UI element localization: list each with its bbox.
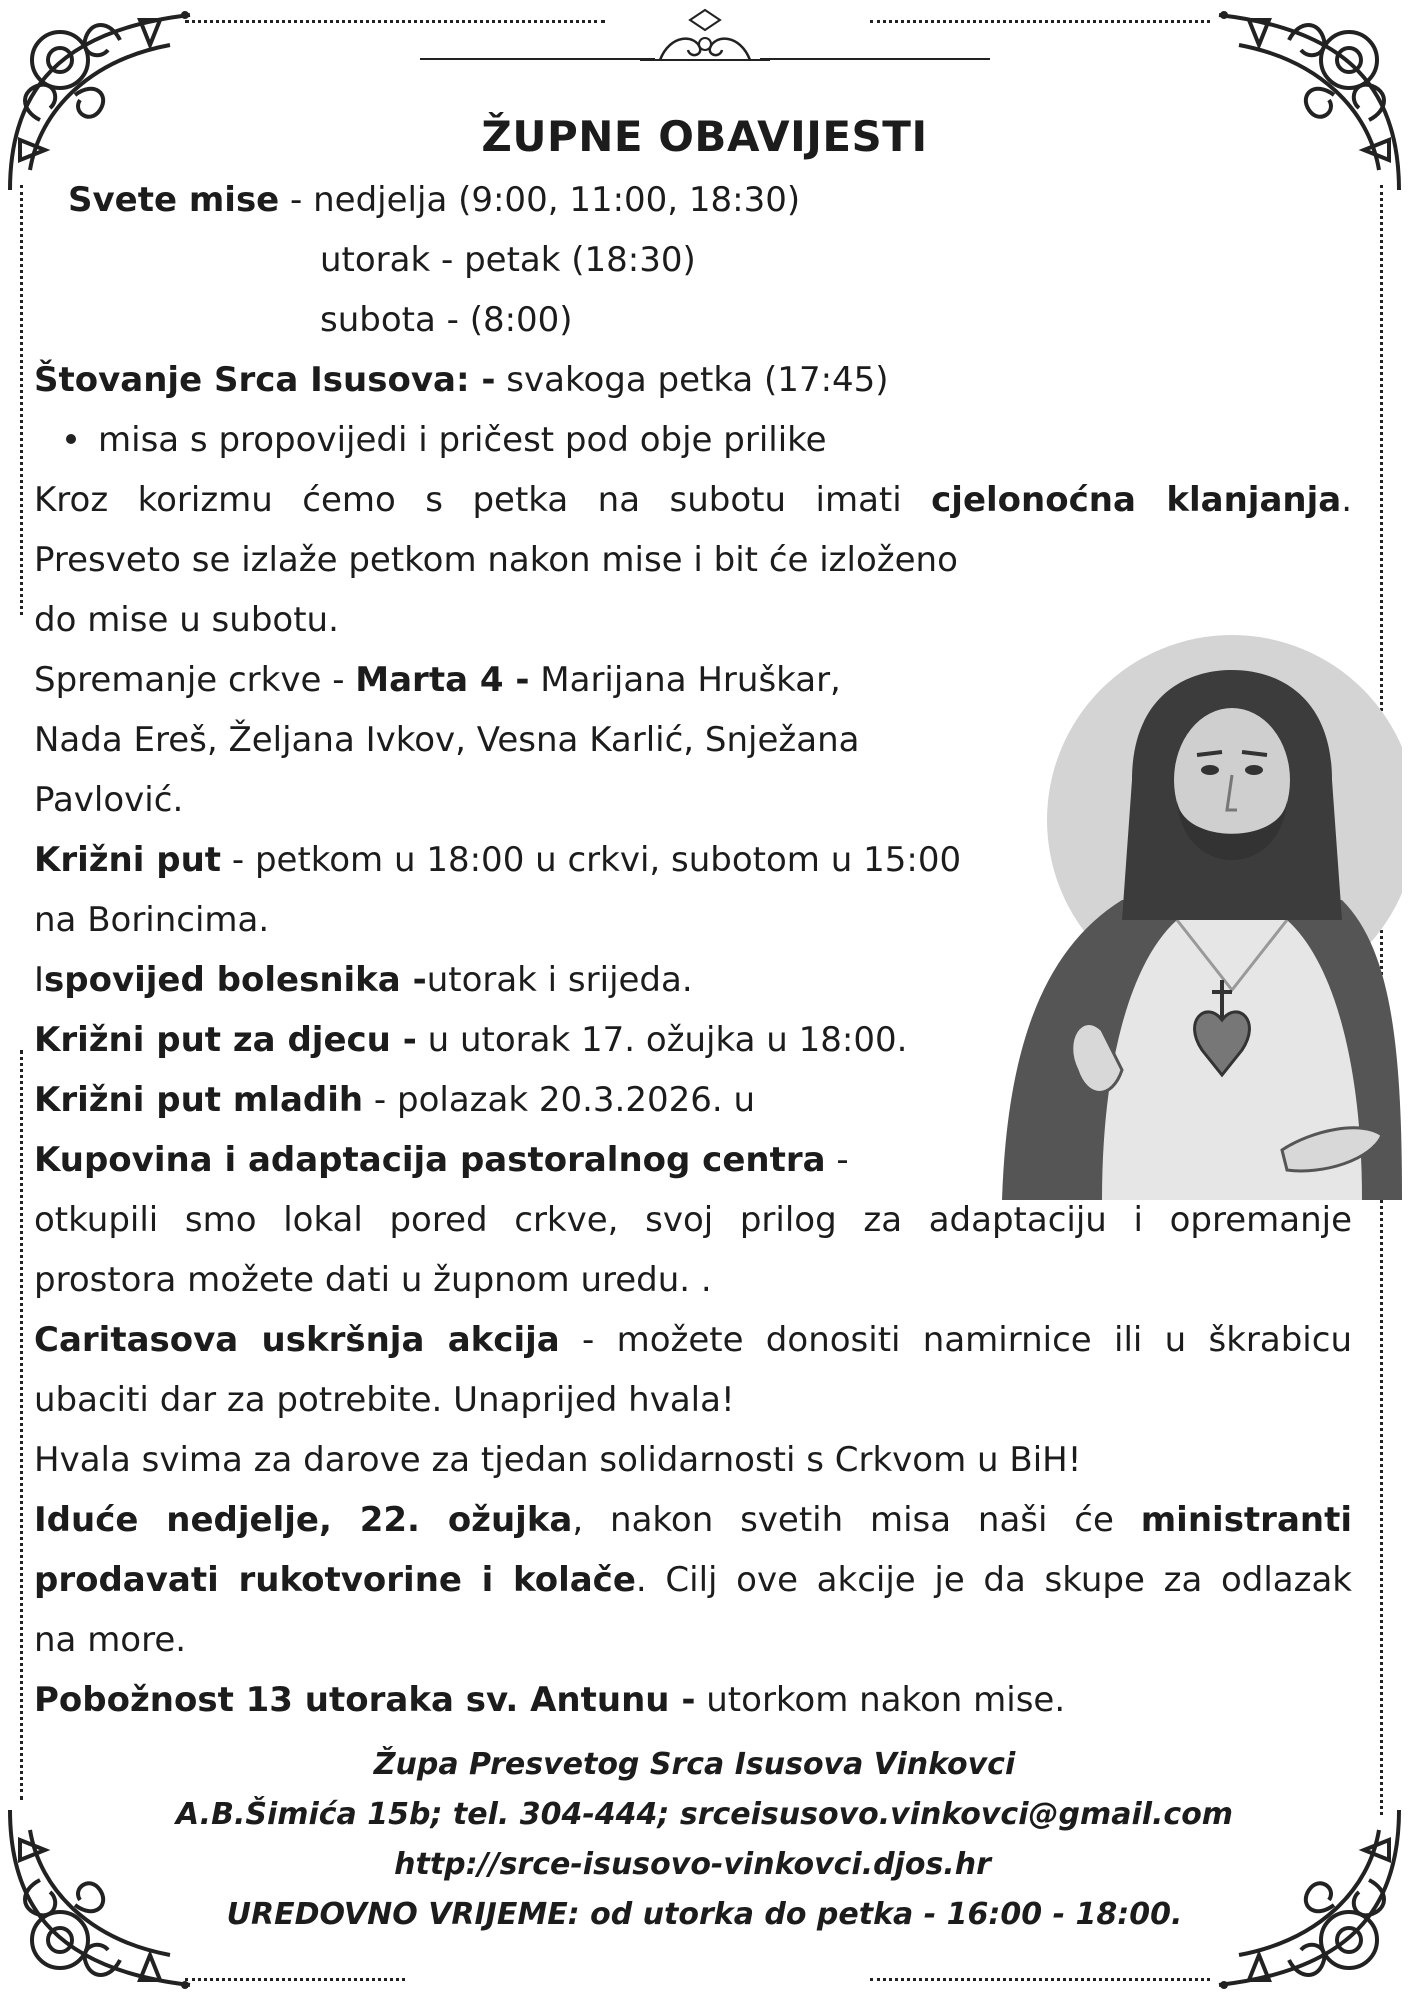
pastoral-text: - (825, 1140, 849, 1180)
cleaning-line-2: Nada Ereš, Željana Ivkov, Vesna Karlić, Snježana (34, 720, 860, 760)
cleaning-line-3: Pavlović. (34, 780, 184, 820)
youth-way-line (34, 1080, 755, 1120)
adoration-text-post: . (1341, 480, 1352, 520)
next-sunday-bold-2: ministranti (1140, 1500, 1353, 1540)
way-of-cross-line-2: na Borincima. (34, 900, 270, 940)
footer-contact: A.B.Šimića 15b; tel. 304-444; srceisusovo.vinkovci@gmail.com (175, 1797, 1234, 1832)
next-sunday-line-3: na more. (34, 1620, 187, 1660)
adoration-bold: cjelonoćna klanjanja (931, 480, 1342, 520)
thanks-line: Hvala svima za darove za tjedan solidarnosti s Crkvom u BiH! (34, 1440, 1082, 1480)
pastoral-line-2: otkupili smo lokal pored crkve, svoj prilog za adaptaciju i opremanje (34, 1200, 1352, 1240)
adoration-line-2: Presveto se izlaže petkom nakon mise i bit će izloženo (34, 540, 958, 580)
cleaning-line-1 (34, 660, 841, 700)
cleaning-post: Marijana Hruškar, (529, 660, 841, 700)
confession-line (34, 960, 693, 1000)
youth-way-text: - polazak 20.3.2026. u (363, 1080, 756, 1120)
adoration-line-1 (34, 480, 1352, 520)
masses-line (68, 180, 800, 220)
adoration-text-pre: Kroz korizmu ćemo s petka na subotu imati (34, 480, 932, 520)
cleaning-bold: Marta 4 - (355, 660, 530, 700)
bullet-icon (66, 434, 76, 444)
masses-sunday: - nedjelja (9:00, 11:00, 18:30) (279, 180, 801, 220)
caritas-bold: Caritasova uskršnja akcija (34, 1320, 560, 1360)
pastoral-line-3: prostora možete dati u župnom uredu. . (34, 1260, 712, 1300)
anthony-bold: Pobožnost 13 utoraka sv. Antunu - (34, 1680, 696, 1720)
footer-web: http://srce-isusovo-vinkovci.djos.hr (394, 1847, 991, 1882)
caritas-text: - možete donositi namirnice ili u škrabicu (559, 1320, 1352, 1360)
anthony-line (34, 1680, 1065, 1720)
adoration-line-3: do mise u subotu. (34, 600, 339, 640)
anthony-text: utorkom nakon mise. (695, 1680, 1066, 1720)
way-of-cross-line-1 (34, 840, 961, 880)
caritas-line-1 (34, 1320, 1352, 1360)
next-sunday-bold-3: prodavati rukotvorine i kolače (34, 1560, 636, 1600)
cleaning-pre: Spremanje crkve - (34, 660, 356, 700)
next-sunday-bold-1: Iduće nedjelje, 22. ožujka (34, 1500, 573, 1540)
sacred-heart-line (34, 360, 889, 400)
children-way-line (34, 1020, 907, 1060)
sacred-heart-label: Štovanje Srca Isusova: - (34, 360, 496, 400)
next-sunday-text-1: , nakon svetih misa naši će (572, 1500, 1141, 1540)
youth-way-bold: Križni put mladih (34, 1080, 364, 1120)
children-way-text: u utorak 17. ožujka u 18:00. (416, 1020, 908, 1060)
next-sunday-text-2: . Cilj ove akcije je da skupe za odlazak (635, 1560, 1352, 1600)
sacred-heart-bullet-text: misa s propovijedi i pričest pod obje prilike (98, 420, 827, 460)
footer-hours: UREDOVNO VRIJEME: od utorka do petka - 16:00 - 18:00. (226, 1897, 1183, 1932)
way-of-cross-text: - petkom u 18:00 u crkvi, subotom u 15:00 (221, 840, 962, 880)
footer-parish: Župa Presvetog Srca Isusova Vinkovci (373, 1747, 1016, 1782)
pastoral-line-1 (34, 1140, 849, 1180)
caritas-line-2: ubaciti dar za potrebite. Unaprijed hvala! (34, 1380, 735, 1420)
way-of-cross-bold: Križni put (34, 840, 222, 880)
next-sunday-line-2 (34, 1560, 1352, 1600)
confession-first: I (34, 960, 45, 1000)
sacred-heart-time: svakoga petka (17:45) (495, 360, 889, 400)
masses-weekdays: utorak - petak (18:30) (320, 240, 696, 280)
page-title: ŽUPNE OBAVIJESTI (481, 112, 928, 161)
pastoral-bold: Kupovina i adaptacija pastoralnog centra (34, 1140, 826, 1180)
confession-text: utorak i srijeda. (426, 960, 693, 1000)
confession-bold: spovijed bolesnika - (44, 960, 427, 1000)
masses-saturday: subota - (8:00) (320, 300, 573, 340)
children-way-bold: Križni put za djecu - (34, 1020, 417, 1060)
masses-label: Svete mise (68, 180, 280, 220)
sacred-heart-bullet (66, 420, 827, 460)
next-sunday-line-1 (34, 1500, 1352, 1540)
